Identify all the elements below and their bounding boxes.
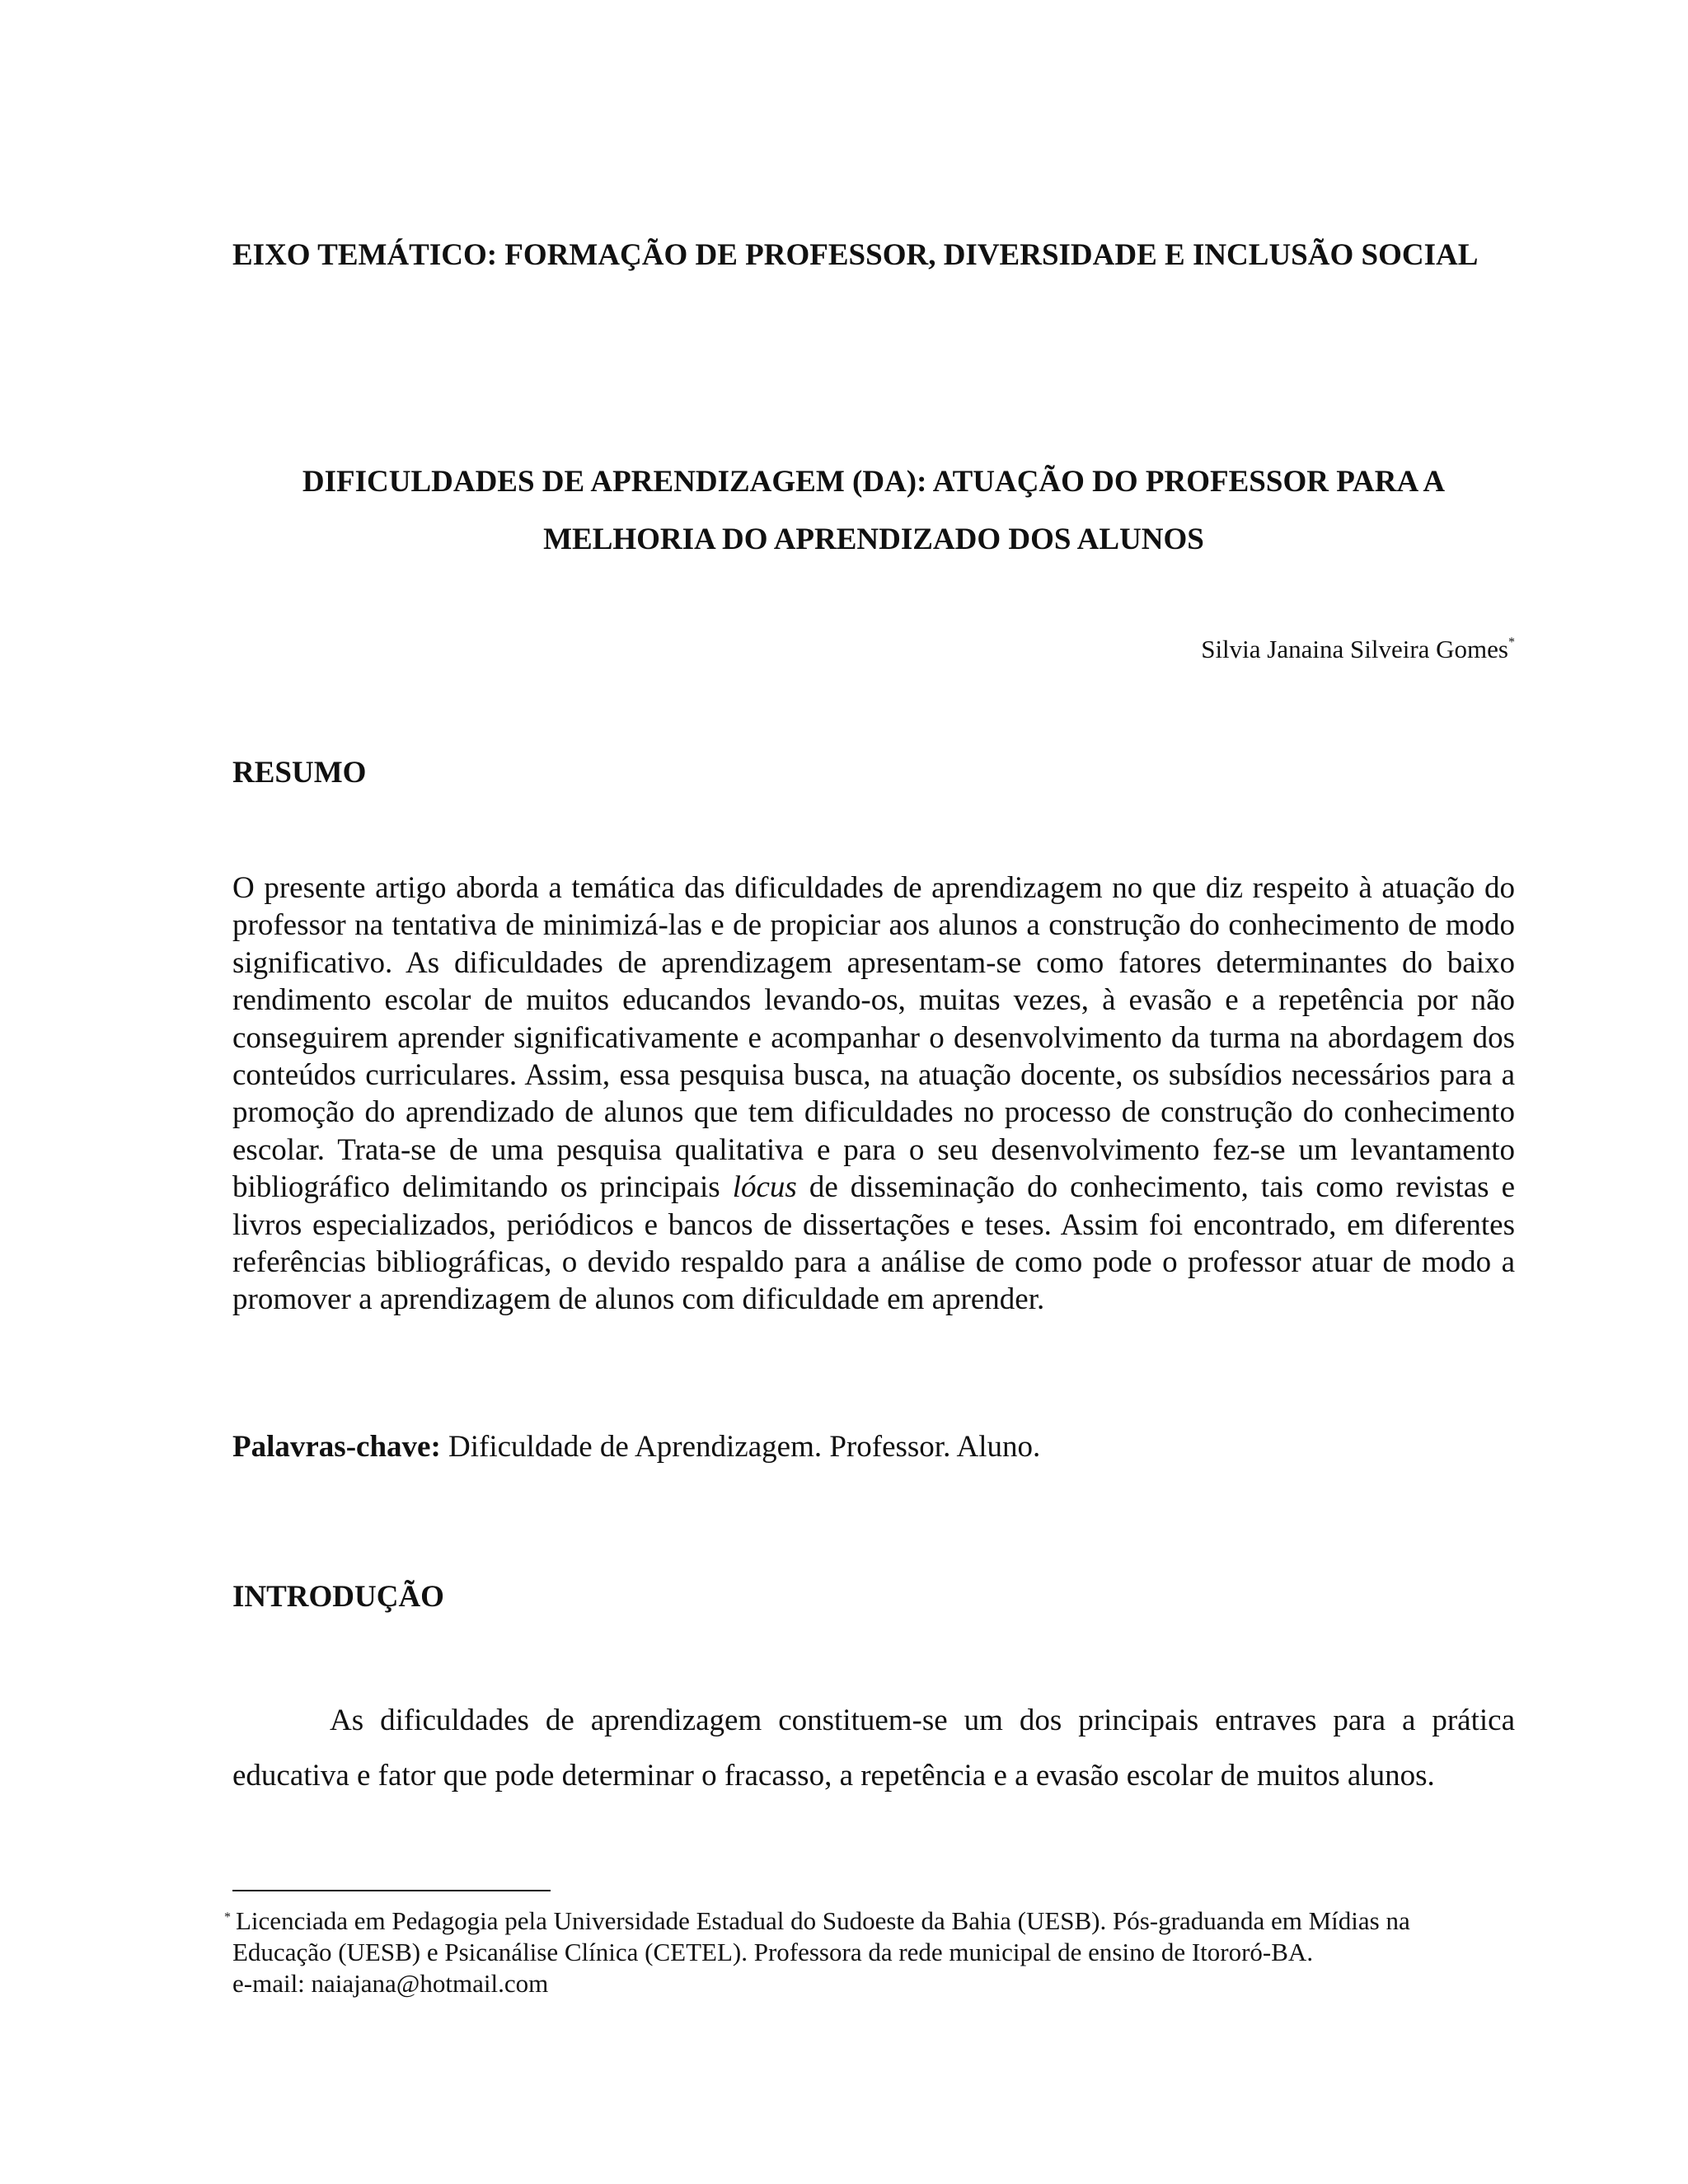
footnote-email: e-mail: naiajana@hotmail.com (232, 1969, 549, 1998)
article-title: DIFICULDADES DE APRENDIZAGEM (DA): ATUAÇÃO DO PROFESSOR PARA A MELHORIA DO APRENDIZADO DOS ALUNOS (302, 465, 1446, 556)
author-name: Silvia Janaina Silveira Gomes (1201, 635, 1508, 663)
abstract-italic-term: lócus (732, 1170, 797, 1205)
footnote-separator (232, 1890, 551, 1891)
footnote-affiliation: Licenciada em Pedagogia pela Universidade Estadual do Sudoeste da Bahia (UESB). Pós-graduanda em Mídias na Educação (UESB) e Psicanálise Clínica (CETEL). Professora da rede municipal de ensino de Itororó-BA. (232, 1906, 1410, 1966)
author-line (232, 626, 1515, 666)
keywords-list: Dificuldade de Aprendizagem. Professor. Aluno. (440, 1430, 1041, 1464)
footnote (224, 1902, 1515, 1999)
thematic-axis: EIXO TEMÁTICO: FORMAÇÃO DE PROFESSOR, DIVERSIDADE E INCLUSÃO SOCIAL (232, 238, 1479, 272)
abstract-heading: RESUMO (232, 756, 367, 790)
footnote-mark: * (224, 1910, 231, 1924)
abstract-text (232, 869, 1515, 1319)
introduction-paragraph: As dificuldades de aprendizagem constituem-se um dos principais entraves para a prática educativa e fator que pode determinar o fracasso, a repetência e a evasão escolar de muitos alunos. (232, 1704, 1515, 1793)
footnote-text (224, 1902, 1515, 1968)
keywords (232, 1428, 1515, 1466)
abstract-text-part1: O presente artigo aborda a temática das dificuldades de aprendizagem no que diz respeito à atuação do professor na tentativa de minimizá-las e de propiciar aos alunos a construção do conhecimento de modo significativo. As dificuldades de aprendizagem apresentam-se como fatores determinantes do baixo rendimento escolar de muitos educandos levando-os, muitas vezes, à evasão e a repetência por não conseguirem aprender significativamente e acompanhar o desenvolvimento da turma na abordagem dos conteúdos curriculares. Assim, essa pesquisa busca, na atuação docente, os subsídios necessários para a promoção do aprendizado de alunos que tem dificuldades no processo de construção do conhecimento escolar. Trata-se de uma pesquisa qualitativa e para o seu desenvolvimento fez-se um levantamento bibliográfico delimitando os principais (232, 871, 1515, 1205)
keywords-label: Palavras-chave: (232, 1430, 441, 1464)
abstract-text-part2: de disseminação do conhecimento, tais como revistas e livros especializados, periódicos e bancos de dissertações e teses. Assim foi encontrado, em diferentes referências bibliográficas, o devido respaldo para a análise de como pode o professor atuar de modo a promover a aprendizagem de alunos com dificuldade em aprender. (232, 1170, 1515, 1317)
introduction-heading: INTRODUÇÃO (232, 1580, 444, 1614)
author-footnote-mark: * (1508, 635, 1515, 649)
